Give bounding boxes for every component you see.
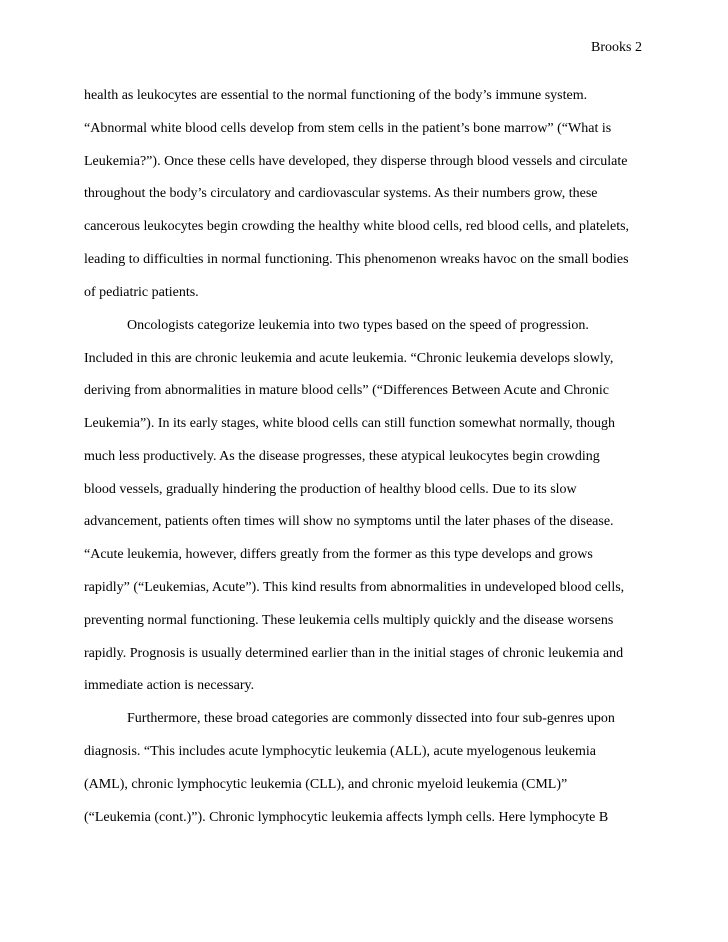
text-line: rapidly” (“Leukemias, Acute”). This kind results from abnormalities in undeveloped blood cells, (84, 580, 625, 595)
text-line: deriving from abnormalities in mature blood cells” (“Differences Between Acute and Chronic (84, 383, 609, 398)
text-line: immediate action is necessary. (84, 678, 255, 693)
text-line: throughout the body’s circulatory and cardiovascular systems. As their numbers grow, these (84, 186, 598, 201)
text-line: blood vessels, gradually hindering the production of healthy blood cells. Due to its slow (84, 482, 577, 497)
text-line: leading to difficulties in normal functioning. This phenomenon wreaks havoc on the small bodies (84, 252, 629, 267)
text-line: (AML), chronic lymphocytic leukemia (CLL), and chronic myeloid leukemia (CML)” (84, 777, 568, 792)
text-line: Included in this are chronic leukemia and acute leukemia. “Chronic leukemia develops slowly, (84, 351, 614, 366)
paragraph-first-line: Furthermore, these broad categories are commonly dissected into four sub-genres upon (127, 711, 615, 726)
text-line: “Acute leukemia, however, differs greatly from the former as this type develops and grows (84, 547, 593, 562)
text-line: (“Leukemia (cont.)”). Chronic lymphocytic leukemia affects lymph cells. Here lymphocyte B (84, 810, 609, 825)
text-line: of pediatric patients. (84, 285, 199, 300)
text-line: advancement, patients often times will show no symptoms until the later phases of the disease. (84, 514, 614, 529)
text-line: rapidly. Prognosis is usually determined earlier than in the initial stages of chronic leukemia and (84, 646, 624, 661)
text-line: Leukemia?”). Once these cells have developed, they disperse through blood vessels and circulate (84, 154, 628, 169)
text-line: preventing normal functioning. These leukemia cells multiply quickly and the disease worsens (84, 613, 614, 628)
text-line: health as leukocytes are essential to the normal functioning of the body’s immune system. (84, 88, 588, 103)
paragraph-first-line: Oncologists categorize leukemia into two types based on the speed of progression. (127, 318, 589, 333)
text-line: “Abnormal white blood cells develop from stem cells in the patient’s bone marrow” (“What is (84, 121, 612, 136)
text-line: diagnosis. “This includes acute lymphocytic leukemia (ALL), acute myelogenous leukemia (84, 744, 597, 759)
text-line: Leukemia”). In its early stages, white blood cells can still function somewhat normally, though (84, 416, 615, 431)
running-head: Brooks 2 (591, 40, 642, 55)
text-line: cancerous leukocytes begin crowding the healthy white blood cells, red blood cells, and platelets, (84, 219, 630, 234)
text-line: much less productively. As the disease progresses, these atypical leukocytes begin crowding (84, 449, 600, 464)
